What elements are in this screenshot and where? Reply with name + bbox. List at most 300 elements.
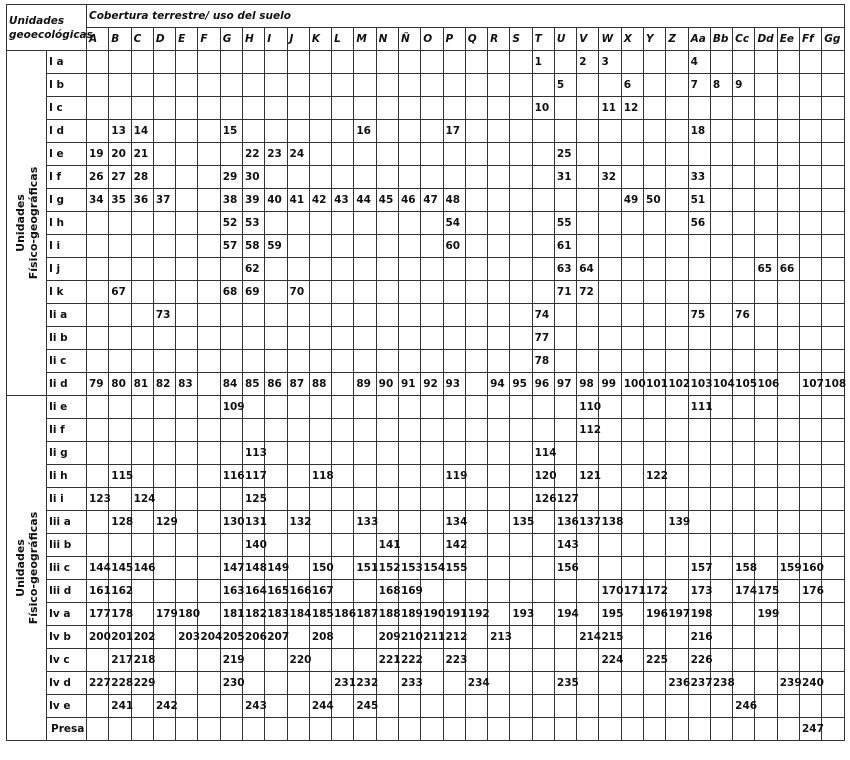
cell-O: [421, 695, 443, 718]
cell-value: 91: [398, 373, 420, 396]
cell-value: 21: [131, 143, 153, 166]
cell-Z: [666, 212, 688, 235]
cell-D: [153, 143, 175, 166]
row-label: I c: [47, 97, 87, 120]
cell-M: [354, 166, 376, 189]
cell-value: 55: [554, 212, 576, 235]
cell-I: [265, 649, 287, 672]
cell-F: [198, 488, 220, 511]
cell-M: [354, 534, 376, 557]
cell-Gg: [822, 74, 845, 97]
cell-B: [109, 442, 131, 465]
cell-Aa: [688, 695, 710, 718]
cell-D: [153, 166, 175, 189]
cell-Bb: [710, 396, 732, 419]
cell-O: [421, 442, 443, 465]
cell-B: [109, 304, 131, 327]
cell-V: [577, 74, 599, 97]
cell-W: [599, 557, 621, 580]
cell-Cc: [733, 166, 755, 189]
cell-value: 133: [354, 511, 376, 534]
cell-M: [354, 97, 376, 120]
cell-Ff: [800, 97, 822, 120]
cell-Dd: [755, 97, 777, 120]
cell-Ff: [800, 143, 822, 166]
cell-X: [621, 672, 643, 695]
cell-Q: [465, 442, 487, 465]
cell-Ee: [777, 419, 799, 442]
cell-value: 100: [621, 373, 643, 396]
cell-value: 234: [465, 672, 487, 695]
cell-value: 168: [376, 580, 398, 603]
cell-F: [198, 304, 220, 327]
cell-Cc: [733, 120, 755, 143]
cell-F: [198, 534, 220, 557]
cell-Gg: [822, 511, 845, 534]
cell-Dd: [755, 235, 777, 258]
cell-value: 30: [242, 166, 264, 189]
cell-value: 40: [265, 189, 287, 212]
cell-value: 132: [287, 511, 309, 534]
cell-G: [220, 419, 242, 442]
cell-value: 134: [443, 511, 465, 534]
cell-value: 210: [398, 626, 420, 649]
cell-J: [287, 442, 309, 465]
cell-Q: [465, 51, 487, 74]
cell-M: [354, 74, 376, 97]
cell-P: [443, 304, 465, 327]
cell-R: [488, 235, 510, 258]
cell-S: [510, 442, 532, 465]
cell-W: [599, 718, 621, 741]
cell-value: 230: [220, 672, 242, 695]
cell-Aa: [688, 143, 710, 166]
cell-value: 8: [710, 74, 732, 97]
cell-value: 131: [242, 511, 264, 534]
cell-value: 241: [109, 695, 131, 718]
cell-Ff: [800, 281, 822, 304]
cell-Dd: [755, 442, 777, 465]
cell-C: [131, 97, 153, 120]
cell-P: [443, 350, 465, 373]
cell-F: [198, 51, 220, 74]
cell-F: [198, 97, 220, 120]
cell-value: 105: [733, 373, 755, 396]
row-label: Presa: [47, 718, 87, 741]
cell-W: [599, 212, 621, 235]
cell-value: 88: [309, 373, 331, 396]
cell-U: [554, 419, 576, 442]
cell-Bb: [710, 626, 732, 649]
cell-D: [153, 488, 175, 511]
cell-Dd: [755, 511, 777, 534]
cell-value: 57: [220, 235, 242, 258]
cell-value: 215: [599, 626, 621, 649]
column-header-Gg: Gg: [822, 28, 845, 51]
cell-I: [265, 304, 287, 327]
cell-R: [488, 74, 510, 97]
cell-O: [421, 235, 443, 258]
cell-Ee: [777, 97, 799, 120]
cell-value: 25: [554, 143, 576, 166]
cell-value: 53: [242, 212, 264, 235]
cell-Gg: [822, 534, 845, 557]
cell-value: 216: [688, 626, 710, 649]
cell-A: [87, 51, 109, 74]
cell-Dd: [755, 626, 777, 649]
cell-G: [220, 350, 242, 373]
cell-B: [109, 327, 131, 350]
cell-value: 137: [577, 511, 599, 534]
cell-S: [510, 488, 532, 511]
cell-value: 83: [176, 373, 198, 396]
cell-Dd: [755, 534, 777, 557]
cell-T: [532, 189, 554, 212]
cell-Bb: [710, 465, 732, 488]
column-header-Aa: Aa: [688, 28, 710, 51]
cell-Y: [644, 488, 666, 511]
cell-S: [510, 120, 532, 143]
cell-Ff: [800, 419, 822, 442]
cell-Gg: [822, 97, 845, 120]
cell-X: [621, 51, 643, 74]
cell-Y: [644, 327, 666, 350]
cell-value: 94: [488, 373, 510, 396]
cell-value: 162: [109, 580, 131, 603]
cell-V: [577, 672, 599, 695]
cell-U: [554, 350, 576, 373]
cell-value: 150: [309, 557, 331, 580]
cell-value: 130: [220, 511, 242, 534]
cell-J: [287, 51, 309, 74]
row-label: Iv d: [47, 672, 87, 695]
cell-K: [309, 143, 331, 166]
cell-F: [198, 350, 220, 373]
cell-value: 93: [443, 373, 465, 396]
cell-O: [421, 511, 443, 534]
cell-Ñ: [398, 51, 420, 74]
cell-D: [153, 580, 175, 603]
cell-value: 97: [554, 373, 576, 396]
cell-L: [332, 373, 354, 396]
cell-Ff: [800, 304, 822, 327]
cell-H: [242, 51, 264, 74]
cell-T: [532, 672, 554, 695]
cell-Gg: [822, 718, 845, 741]
cell-Bb: [710, 97, 732, 120]
cell-I: [265, 442, 287, 465]
cell-F: [198, 281, 220, 304]
cell-value: 31: [554, 166, 576, 189]
column-header-E: E: [176, 28, 198, 51]
row-label: Iv e: [47, 695, 87, 718]
cell-V: [577, 557, 599, 580]
cell-Z: [666, 120, 688, 143]
cell-A: [87, 534, 109, 557]
column-header-K: K: [309, 28, 331, 51]
cell-E: [176, 465, 198, 488]
landcover-table: [6, 4, 845, 741]
cell-P: [443, 718, 465, 741]
cell-Gg: [822, 419, 845, 442]
cell-O: [421, 488, 443, 511]
cell-N: [376, 396, 398, 419]
cell-E: [176, 281, 198, 304]
cell-L: [332, 626, 354, 649]
cell-Ñ: [398, 258, 420, 281]
row-label: I h: [47, 212, 87, 235]
cell-Aa: [688, 488, 710, 511]
cell-L: [332, 304, 354, 327]
cell-Gg: [822, 120, 845, 143]
cell-H: [242, 74, 264, 97]
cell-L: [332, 557, 354, 580]
cell-Ñ: [398, 718, 420, 741]
cell-Ee: [777, 281, 799, 304]
cell-D: [153, 235, 175, 258]
cell-T: [532, 649, 554, 672]
cell-Dd: [755, 120, 777, 143]
cell-L: [332, 235, 354, 258]
cell-C: [131, 465, 153, 488]
cell-Q: [465, 695, 487, 718]
cell-M: [354, 465, 376, 488]
cell-Cc: [733, 488, 755, 511]
cell-value: 184: [287, 603, 309, 626]
cell-Q: [465, 166, 487, 189]
cell-L: [332, 534, 354, 557]
cell-V: [577, 350, 599, 373]
cell-E: [176, 419, 198, 442]
cell-D: [153, 212, 175, 235]
cell-C: [131, 327, 153, 350]
cell-X: [621, 649, 643, 672]
cell-K: [309, 74, 331, 97]
cell-value: 110: [577, 396, 599, 419]
cell-value: 180: [176, 603, 198, 626]
cell-value: 51: [688, 189, 710, 212]
cell-X: [621, 258, 643, 281]
cell-O: [421, 97, 443, 120]
cell-J: [287, 212, 309, 235]
cell-E: [176, 557, 198, 580]
cell-value: 186: [332, 603, 354, 626]
cell-A: [87, 419, 109, 442]
cell-value: 218: [131, 649, 153, 672]
cell-I: [265, 327, 287, 350]
cell-value: 158: [733, 557, 755, 580]
cell-K: [309, 97, 331, 120]
cell-C: [131, 396, 153, 419]
cell-Bb: [710, 511, 732, 534]
cell-M: [354, 304, 376, 327]
cell-Dd: [755, 419, 777, 442]
cell-D: [153, 258, 175, 281]
cell-value: 9: [733, 74, 755, 97]
cell-value: 36: [131, 189, 153, 212]
cell-D: [153, 396, 175, 419]
cell-F: [198, 396, 220, 419]
cell-D: [153, 419, 175, 442]
cell-T: [532, 511, 554, 534]
cell-X: [621, 603, 643, 626]
cell-value: 201: [109, 626, 131, 649]
cell-value: 149: [265, 557, 287, 580]
row-label: I f: [47, 166, 87, 189]
cell-D: [153, 281, 175, 304]
cell-value: 179: [153, 603, 175, 626]
cell-E: [176, 97, 198, 120]
cell-Ff: [800, 74, 822, 97]
cell-value: 41: [287, 189, 309, 212]
cell-X: [621, 718, 643, 741]
cell-value: 161: [87, 580, 109, 603]
cell-Ñ: [398, 281, 420, 304]
cell-value: 90: [376, 373, 398, 396]
cell-value: 191: [443, 603, 465, 626]
cell-Z: [666, 97, 688, 120]
cell-W: [599, 304, 621, 327]
cell-F: [198, 189, 220, 212]
cell-C: [131, 74, 153, 97]
cell-Ff: [800, 212, 822, 235]
cell-value: 13: [109, 120, 131, 143]
cell-Ff: [800, 534, 822, 557]
cell-S: [510, 212, 532, 235]
cell-Ee: [777, 350, 799, 373]
cell-T: [532, 166, 554, 189]
table-row: [7, 534, 845, 557]
cell-D: [153, 327, 175, 350]
cell-G: [220, 488, 242, 511]
cell-C: [131, 258, 153, 281]
cell-Gg: [822, 396, 845, 419]
cell-value: 136: [554, 511, 576, 534]
cell-X: [621, 488, 643, 511]
cell-Z: [666, 649, 688, 672]
cell-value: 206: [242, 626, 264, 649]
cell-value: 236: [666, 672, 688, 695]
table-row: [7, 166, 845, 189]
cell-value: 26: [87, 166, 109, 189]
cell-U: [554, 649, 576, 672]
cell-N: [376, 281, 398, 304]
physical-geographic-units-label: [7, 51, 47, 396]
cell-value: 224: [599, 649, 621, 672]
cell-Y: [644, 304, 666, 327]
cell-value: 128: [109, 511, 131, 534]
cell-A: [87, 120, 109, 143]
cell-value: 23: [265, 143, 287, 166]
cell-S: [510, 396, 532, 419]
cell-K: [309, 649, 331, 672]
cell-value: 167: [309, 580, 331, 603]
cell-Dd: [755, 304, 777, 327]
cell-value: 232: [354, 672, 376, 695]
cell-value: 129: [153, 511, 175, 534]
column-header-Z: Z: [666, 28, 688, 51]
cell-Gg: [822, 557, 845, 580]
cell-Ff: [800, 626, 822, 649]
cell-Z: [666, 350, 688, 373]
cell-X: [621, 511, 643, 534]
cell-Z: [666, 189, 688, 212]
cell-Ff: [800, 189, 822, 212]
cell-value: 42: [309, 189, 331, 212]
table-row: [7, 557, 845, 580]
cell-value: 235: [554, 672, 576, 695]
cell-O: [421, 672, 443, 695]
cell-R: [488, 166, 510, 189]
cell-K: [309, 718, 331, 741]
cell-A: [87, 74, 109, 97]
cell-E: [176, 488, 198, 511]
cell-B: [109, 534, 131, 557]
cell-value: 219: [220, 649, 242, 672]
cell-value: 196: [644, 603, 666, 626]
cell-G: [220, 718, 242, 741]
cell-N: [376, 120, 398, 143]
row-label: Iii c: [47, 557, 87, 580]
cell-Z: [666, 442, 688, 465]
cell-G: [220, 534, 242, 557]
cell-V: [577, 718, 599, 741]
cell-P: [443, 74, 465, 97]
cell-value: 2: [577, 51, 599, 74]
cell-Q: [465, 304, 487, 327]
cell-I: [265, 672, 287, 695]
cell-R: [488, 281, 510, 304]
cell-C: [131, 534, 153, 557]
cell-K: [309, 350, 331, 373]
cell-B: [109, 51, 131, 74]
cell-U: [554, 51, 576, 74]
cell-R: [488, 212, 510, 235]
cell-value: 70: [287, 281, 309, 304]
cell-S: [510, 143, 532, 166]
cell-Bb: [710, 258, 732, 281]
cell-X: [621, 281, 643, 304]
cell-K: [309, 51, 331, 74]
cell-A: [87, 465, 109, 488]
cell-Ñ: [398, 442, 420, 465]
cell-Ee: [777, 143, 799, 166]
cell-L: [332, 718, 354, 741]
cell-X: [621, 235, 643, 258]
cell-F: [198, 166, 220, 189]
cell-value: 35: [109, 189, 131, 212]
cell-M: [354, 143, 376, 166]
row-label: I e: [47, 143, 87, 166]
cell-N: [376, 465, 398, 488]
cell-Gg: [822, 212, 845, 235]
cell-M: [354, 649, 376, 672]
cell-Ee: [777, 534, 799, 557]
cell-Q: [465, 74, 487, 97]
column-header-B: B: [109, 28, 131, 51]
cell-B: [109, 74, 131, 97]
cell-O: [421, 419, 443, 442]
cell-value: 202: [131, 626, 153, 649]
cell-Ff: [800, 51, 822, 74]
cell-Gg: [822, 672, 845, 695]
cell-E: [176, 143, 198, 166]
cell-N: [376, 166, 398, 189]
cell-E: [176, 212, 198, 235]
cell-S: [510, 189, 532, 212]
cell-Ee: [777, 695, 799, 718]
cell-O: [421, 51, 443, 74]
